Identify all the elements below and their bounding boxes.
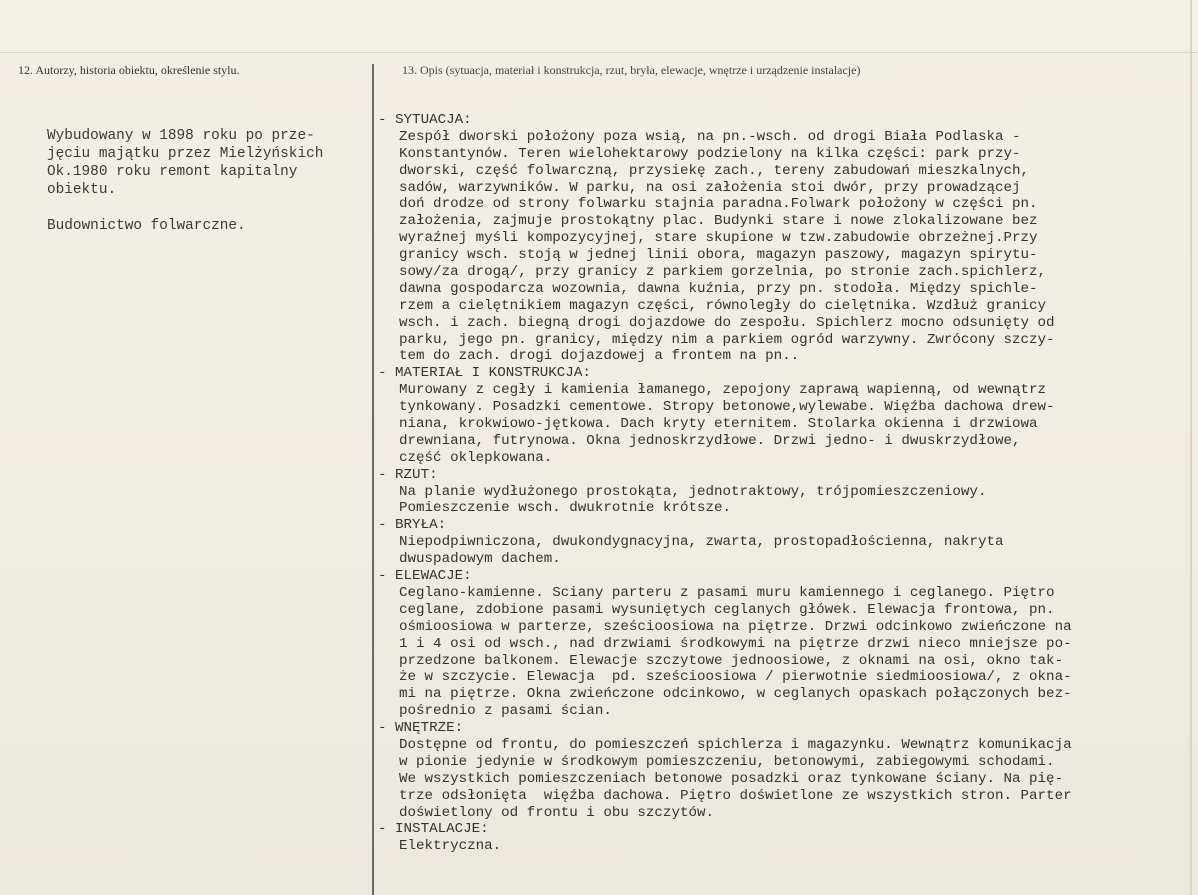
section-text-line: że w szczycie. Elewacja pd. sześcioosiowa / pierwotnie siedmioosiowa/, z okna-: [399, 669, 1072, 686]
section-text-line: niana, krokwiowo-jętkowa. Dach kryty eternitem. Stolarka okienna i drzwiowa: [399, 416, 1038, 433]
section-body: [378, 129, 1190, 365]
section-text-line: Zespół dworski położony poza wsią, na pn.-wsch. od drogi Biała Podlaska -: [399, 128, 1021, 145]
history-column: [47, 127, 367, 235]
section-text-line: wsch. i zach. biegną drogi dojazdowe do zespołu. Spichlerz mocno odsunięty od: [399, 314, 1055, 331]
section-heading: - ELEWACJE:: [378, 568, 472, 585]
section-text-line: doń drodze od strony folwarku stajnia paradna.Folwark położony w części pn.: [399, 196, 1038, 213]
section-body: [378, 382, 1190, 466]
section-body: [378, 737, 1190, 821]
description-section: [378, 821, 1190, 855]
section-text-line: tem do zach. drogi dojazdowej a frontem na pn..: [399, 348, 800, 365]
section-heading: - BRYŁA:: [378, 517, 447, 534]
paragraph-gap: [47, 199, 367, 217]
section-text-line: doświetlony od frontu i obu szczytów.: [399, 804, 715, 821]
section-text-line: dwuspadowym dachem.: [399, 551, 561, 568]
section-text-line: Pomieszczenie wsch. dwukrotnie krótsze.: [399, 500, 732, 517]
section-text-line: pośrednio z pasami ścian.: [399, 703, 612, 720]
section-text-line: sadów, warzywników. W parku, na osi założenia stoi dwór, przy prowadzącej: [399, 179, 1021, 196]
section-text-line: tynkowany. Posadzki cementowe. Stropy betonowe,wylewabe. Więźba dachowa drew-: [399, 399, 1055, 416]
history-line: obiektu.: [47, 182, 117, 198]
section-body: [378, 484, 1190, 518]
description-section: [378, 568, 1190, 720]
description-section: [378, 365, 1190, 466]
section-heading: - WNĘTRZE:: [378, 720, 464, 737]
section-text-line: przedzone balkonem. Elewacje szczytowe jednoosiowe, z oknami na osi, okno tak-: [399, 652, 1064, 669]
section-text-line: Elektryczna.: [399, 838, 502, 855]
section-text-line: Murowany z cegły i kamienia łamanego, zepojony zaprawą wapienną, od wewnątrz: [399, 382, 1047, 399]
section-text-line: sowy/za drogą/, przy granicy z parkiem gorzelnia, po stronie zach.spichlerz,: [399, 264, 1047, 281]
section-text-line: 1 i 4 osi od wsch., nad drzwiami środkowymi na piętrze drzwi nieco mniejsze po-: [399, 635, 1072, 652]
section-text-line: Ceglano-kamienne. Sciany parteru z pasami muru kamiennego i ceglanego. Piętro: [399, 584, 1055, 601]
section-text-line: mi na piętrze. Okna zwieńczone odcinkowo, w ceglanych opaskach połączonych bez-: [399, 686, 1072, 703]
section-body: [378, 534, 1190, 568]
section-text-line: rzem a cielętnikiem magazyn części, równoległy do cielętnika. Wzdłuż granicy: [399, 297, 1047, 314]
style-line: Budownictwo folwarczne.: [47, 218, 246, 234]
section-text-line: ośmioosiowa w parterze, sześcioosiowa na piętrze. Drzwi odcinkowo zwieńczone na: [399, 618, 1072, 635]
history-line: Wybudowany w 1898 roku po prze-: [47, 128, 315, 144]
description-section: [378, 517, 1190, 568]
section-body: [378, 585, 1190, 720]
section-text-line: dawna gospodarcza wozownia, dawna kuźnia, przy pn. stodoła. Między spichle-: [399, 280, 1038, 297]
history-line: jęciu majątku przez Mielżyńskich: [47, 146, 324, 162]
column-divider: [372, 64, 374, 895]
section-text-line: część oklepkowana.: [399, 449, 553, 466]
section-text-line: założenia, zajmuje prostokątny plac. Budynki stare i nowe zlokalizowane bez: [399, 213, 1038, 230]
section-text-line: drewniana, futrynowa. Okna jednoskrzydłowe. Drzwi jedno- i dwuskrzydłowe,: [399, 432, 1021, 449]
section-text-line: Na planie wydłużonego prostokąta, jednotraktowy, trójpomieszczeniowy.: [399, 483, 987, 500]
paper-fold-line: [0, 52, 1198, 53]
style-paragraph: [47, 217, 367, 235]
section-text-line: Konstantynów. Teren wielohektarowy podzielony na kilka części: park przy-: [399, 145, 1021, 162]
section-text-line: wyraźnej myśli kompozycyjnej, stare skupione w tzw.zabudowie obrzeżnej.Przy: [399, 230, 1038, 247]
section-text-line: ceglane, zdobione pasami wysuniętych ceglanych główek. Elewacja frontowa, pn.: [399, 601, 1055, 618]
description-section: [378, 467, 1190, 518]
section-text-line: dworski, część folwarczną, przysiekę zach., tereny zabudowań mieszkalnych,: [399, 162, 1030, 179]
section-heading: - RZUT:: [378, 466, 438, 483]
section-text-line: Dostępne od frontu, do pomieszczeń spichlerza i magazynku. Wewnątrz komunikacja: [399, 736, 1072, 753]
section-text-line: trze odsłonięta więźba dachowa. Piętro doświetlone ze wszystkich stron. Parter: [399, 787, 1072, 804]
section-body: [378, 838, 1190, 855]
description-column: [378, 112, 1190, 855]
section-text-line: w pionie jedynie w środkowym pomieszczeniu, betonowymi, zabiegowymi schodami.: [399, 753, 1055, 770]
paper-edge-line: [1190, 0, 1192, 895]
section-text-line: Niepodpiwniczona, dwukondygnacyjna, zwarta, prostopadłościenna, nakryta: [399, 534, 1004, 551]
description-section: [378, 112, 1190, 365]
section-heading: - SYTUACJA:: [378, 112, 472, 128]
section-text-line: granicy wsch. stoją w jednej linii obora, magazyn paszowy, magazyn spirytu-: [399, 247, 1038, 264]
section-12-header: 12. Autorzy, historia obiektu, określenie stylu.: [18, 63, 240, 77]
section-text-line: parku, jego pn. granicy, między nim a parkiem ogród warzywny. Zwrócony szczy-: [399, 331, 1055, 348]
description-section: [378, 720, 1190, 821]
section-heading: - INSTALACJE:: [378, 821, 489, 838]
history-paragraph: [47, 127, 367, 199]
section-heading: - MATERIAŁ I KONSTRUKCJA:: [378, 365, 591, 382]
history-line: Ok.1980 roku remont kapitalny: [47, 164, 298, 180]
section-13-header: 13. Opis (sytuacja, materiał i konstrukcja, rzut, bryła, elewacje, wnętrze i urządzenie instalacje): [402, 63, 861, 77]
section-text-line: We wszystkich pomieszczeniach betonowe posadzki oraz tynkowane ściany. Na pię-: [399, 770, 1064, 787]
